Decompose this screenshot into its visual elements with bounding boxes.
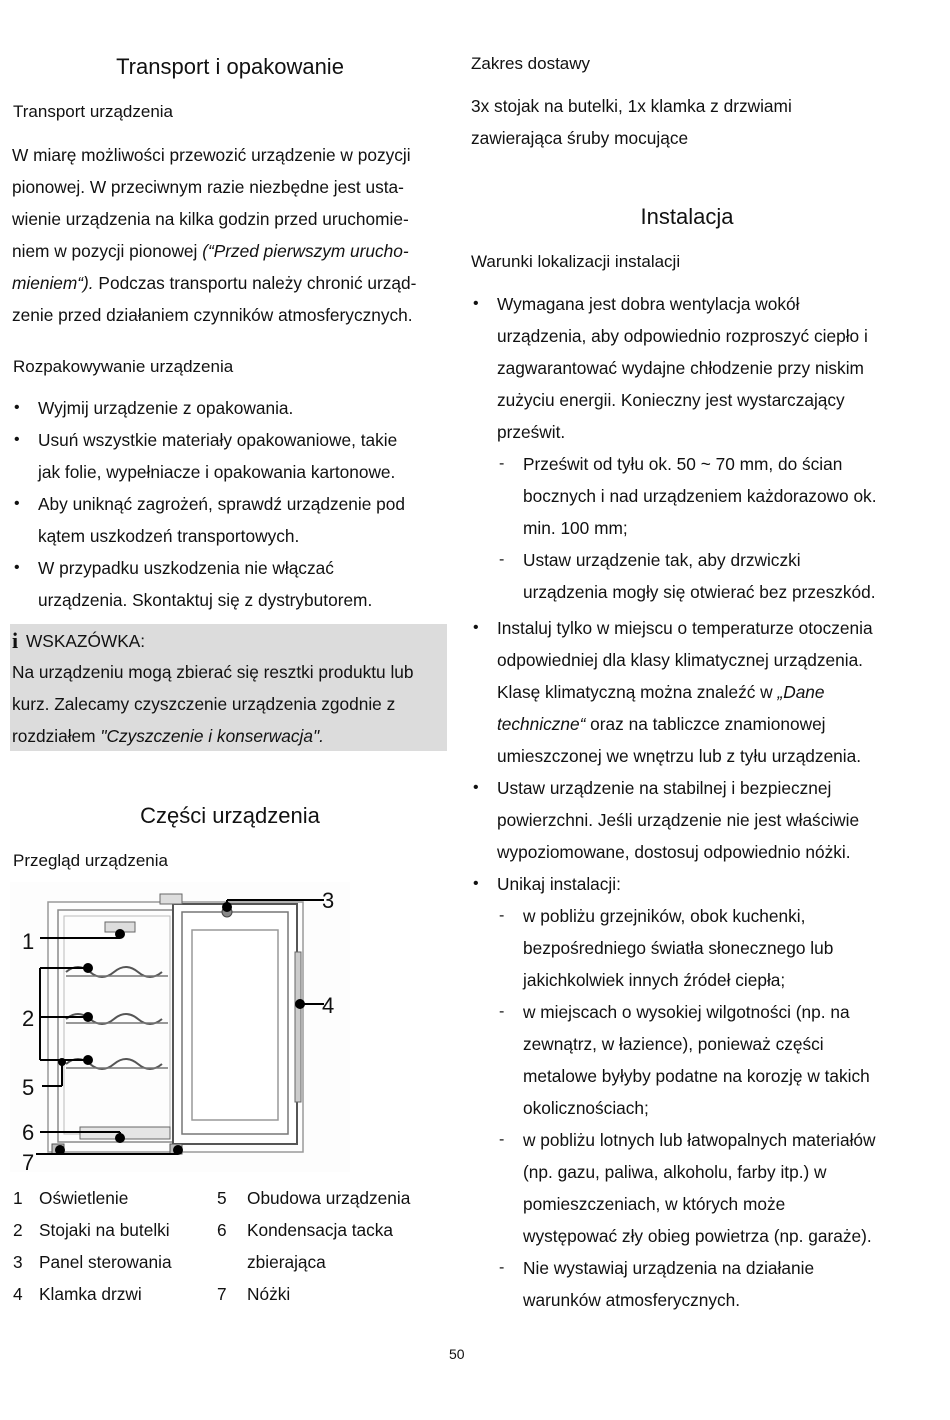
dash-item: - w pobliżu lotnych lub łatwopalnych materiałów (np. gazu, paliwa, alkoholu, farby itp.) w pomieszczeniach, w których może występować zły obieg powietrza (np. garaże).	[497, 1124, 911, 1252]
list-item: • Instaluj tylko w miejscu o temperaturze otoczenia odpowiedniej dla klasy klimatycznej urządzenia. Klasę klimatyczną można znaleźć w „Dane techniczne“ oraz na tabliczce znamionowej umieszczonej we wnętrzu lub z tyłu urządzenia.	[471, 612, 911, 772]
legend-item: 4 Klamka drzwi	[13, 1284, 142, 1304]
note-text-line: rozdziałem "Czyszczenie i konserwacja".	[12, 726, 324, 746]
list-item: • Wymagana jest dobra wentylacja wokół urządzenia, aby odpowiednio rozproszyć ciepło i zagwarantować wydajne chłodzenie przy niskim zużyciu energii. Konieczny jest wystarczający prześwit. - Prześwit od tyłu ok. 50 ~ 70 mm, do ścian bocznych i nad urządzeniem każdorazowo ok. min. 100 mm; - Ustaw urządzenie tak, aby drzwiczki urządzenia mogły się otwierać bez przeszkód.	[471, 288, 911, 608]
parts-heading: Części urządzenia	[140, 803, 320, 828]
legend-item: 2 Stojaki na butelki	[13, 1220, 170, 1240]
dash-item: - Nie wystawiaj urządzenia na działanie warunków atmosferycznych.	[497, 1252, 911, 1316]
transport-reference: mieniem“).	[12, 273, 94, 293]
unpack-subheading: Rozpakowywanie urządzenia	[13, 357, 234, 376]
diagram-label: 3	[322, 888, 335, 913]
diagram-label: 5	[22, 1075, 35, 1100]
install-list	[471, 288, 911, 1316]
list-item: • Aby uniknąć zagrożeń, sprawdź urządzenie pod kątem uszkodzeń transportowych.	[12, 488, 448, 552]
list-item: • W przypadku uszkodzenia nie włączać urządzenia. Skontaktuj się z dystrybutorem.	[12, 552, 448, 616]
list-item: • Usuń wszystkie materiały opakowaniowe, takie jak folie, wypełniacze i opakowania kartonowe.	[12, 424, 448, 488]
list-item	[471, 868, 911, 1316]
delivery-subheading: Zakres dostawy	[471, 54, 591, 73]
info-icon: i	[12, 628, 19, 653]
diagram-label: 4	[322, 993, 335, 1018]
transport-text-line: wienie urządzenia na kilka godzin przed uruchomie-	[12, 209, 409, 229]
diagram-label: 2	[22, 1006, 35, 1031]
note-box	[10, 624, 447, 751]
transport-text-line: niem w pozycji pionowej (“Przed pierwszym urucho-	[12, 241, 409, 261]
legend-item: 5 Obudowa urządzenia	[217, 1188, 411, 1208]
list-item: • Wyjmij urządzenie z opakowania.	[12, 392, 448, 424]
legend-item: zbierająca	[247, 1252, 326, 1272]
install-subheading: Warunki lokalizacji instalacji	[471, 252, 681, 271]
dash-item: - Ustaw urządzenie tak, aby drzwiczki urządzenia mogły się otwierać bez przeszkód.	[497, 544, 911, 608]
parts-subheading: Przegląd urządzenia	[13, 851, 168, 870]
transport-text-line: pionowej. W przeciwnym razie niezbędne jest usta-	[12, 177, 404, 197]
transport-reference: (“Przed pierwszym urucho-	[202, 241, 409, 261]
transport-subheading: Transport urządzenia	[13, 102, 174, 121]
legend-item: 1 Oświetlenie	[13, 1188, 129, 1208]
page-number: 50	[449, 1346, 465, 1362]
wine-cooler-diagram	[10, 882, 350, 1172]
list-item: • Ustaw urządzenie na stabilnej i bezpiecznej powierzchni. Jeśli urządzenie nie jest właściwie wypoziomowane, dostosuj odpowiednio nóżki.	[471, 772, 911, 868]
note-text-line: Na urządzeniu mogą zbierać się resztki produktu lub	[12, 662, 414, 682]
delivery-text-line: 3x stojak na butelki, 1x klamka z drzwiami	[471, 96, 792, 116]
dash-item: - w pobliżu grzejników, obok kuchenki, bezpośredniego światła słonecznego lub jakichkolwiek innych źródeł ciepła;	[497, 900, 911, 996]
dash-item: - w miejscach o wysokiej wilgotności (np. na zewnątrz, w łazience), ponieważ części metalowe byłyby podatne na korozję w takich okolicznościach;	[497, 996, 911, 1124]
install-heading: Instalacja	[640, 204, 734, 229]
unpack-list	[12, 392, 448, 616]
legend-item: 7 Nóżki	[217, 1284, 291, 1304]
note-text-line: kurz. Zalecamy czyszczenie urządzenia zgodnie z	[12, 694, 396, 714]
diagram-label: 6	[22, 1120, 35, 1145]
note-title: WSKAZÓWKA:	[26, 631, 146, 651]
transport-text-line: mieniem“). Podczas transportu należy chronić urząd-	[12, 273, 417, 293]
delivery-text-line: zawierająca śruby mocujące	[471, 128, 689, 148]
dash-item: - Prześwit od tyłu ok. 50 ~ 70 mm, do ścian bocznych i nad urządzeniem każdorazowo ok. min. 100 mm;	[497, 448, 911, 544]
diagram-label: 7	[22, 1150, 35, 1175]
diagram-label: 1	[22, 929, 35, 954]
transport-text-line: W miarę możliwości przewozić urządzenie w pozycji	[12, 145, 411, 165]
legend-item: 3 Panel sterowania	[13, 1252, 172, 1272]
transport-text-line: zenie przed działaniem czynników atmosferycznych.	[12, 305, 413, 325]
legend-item: 6 Kondensacja tacka	[217, 1220, 394, 1240]
avoid-title: Unikaj instalacji:	[497, 874, 621, 894]
transport-heading: Transport i opakowanie	[116, 54, 344, 79]
